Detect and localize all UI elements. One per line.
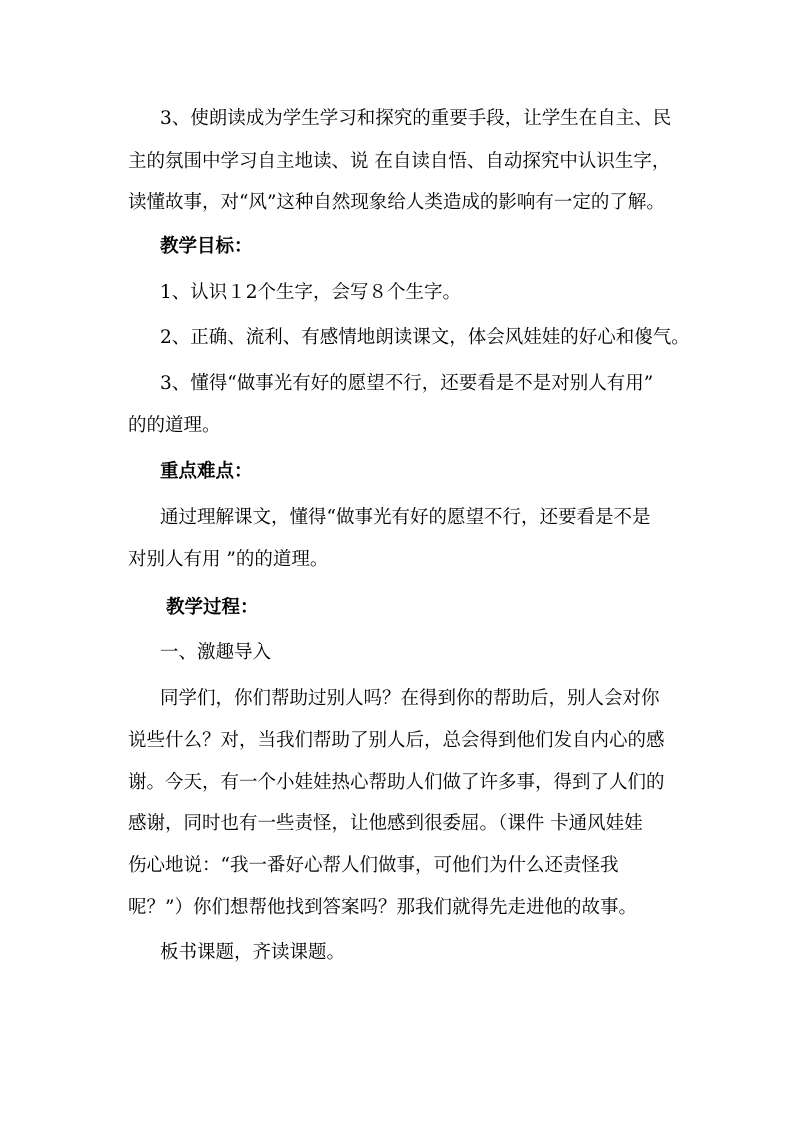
goal-2: 2、正确、流利、有感情地朗读课文，体会风娃娃的好心和傻气。 [160,327,690,348]
goal-1: 1、认识１2个生字，会写８个生字。 [160,282,462,303]
difficulty-line-1: 通过理解课文，懂得“做事光有好的愿望不行，还要看是不是 [160,507,651,528]
difficulty-line-2: 对别人有用 ”的的道理。 [128,549,329,570]
objective-3-line-1: 3、使朗读成为学生学习和探究的重要手段，让学生在自主、民 [160,108,672,129]
objective-3-line-3: 读懂故事，对“风”这种自然现象给人类造成的影响有一定的了解。 [128,192,665,213]
goal-3-line-2: 的的道理。 [128,415,221,436]
intro-line-1: 同学们，你们帮助过别人吗？在得到你的帮助后，别人会对你 [160,688,660,709]
goal-3-line-1: 3、懂得“做事光有好的愿望不行，还要看是不是对别人有用” [160,373,654,394]
intro-line-5: 伤心地说：“我一番好心帮人们做事，可他们为什么还责怪我 [128,855,619,876]
intro-line-2: 说些什么？对，当我们帮助了别人后，总会得到他们发自内心的感 [128,730,665,751]
intro-line-6: 呢？”）你们想帮他找到答案吗？那我们就得先走进他的故事。 [128,897,637,918]
intro-line-4: 感谢，同时也有一些责怪，让他感到很委屈。（课件 卡通风娃娃 [128,813,643,834]
heading-teaching-goals: 教学目标： [160,236,253,257]
board-title-line: 板书课题，齐读课题。 [160,942,346,963]
heading-teaching-process: 教学过程： [166,597,259,618]
intro-line-3: 谢。今天，有一个小娃娃热心帮助人们做了许多事，得到了人们的 [128,772,665,793]
section-1-title: 一、激趣导入 [160,642,272,663]
heading-key-difficulties: 重点难点： [160,461,253,482]
objective-3-line-2: 主的氛围中学习自主地读、说 在自读自悟、自动探究中认识生字， [128,151,671,172]
